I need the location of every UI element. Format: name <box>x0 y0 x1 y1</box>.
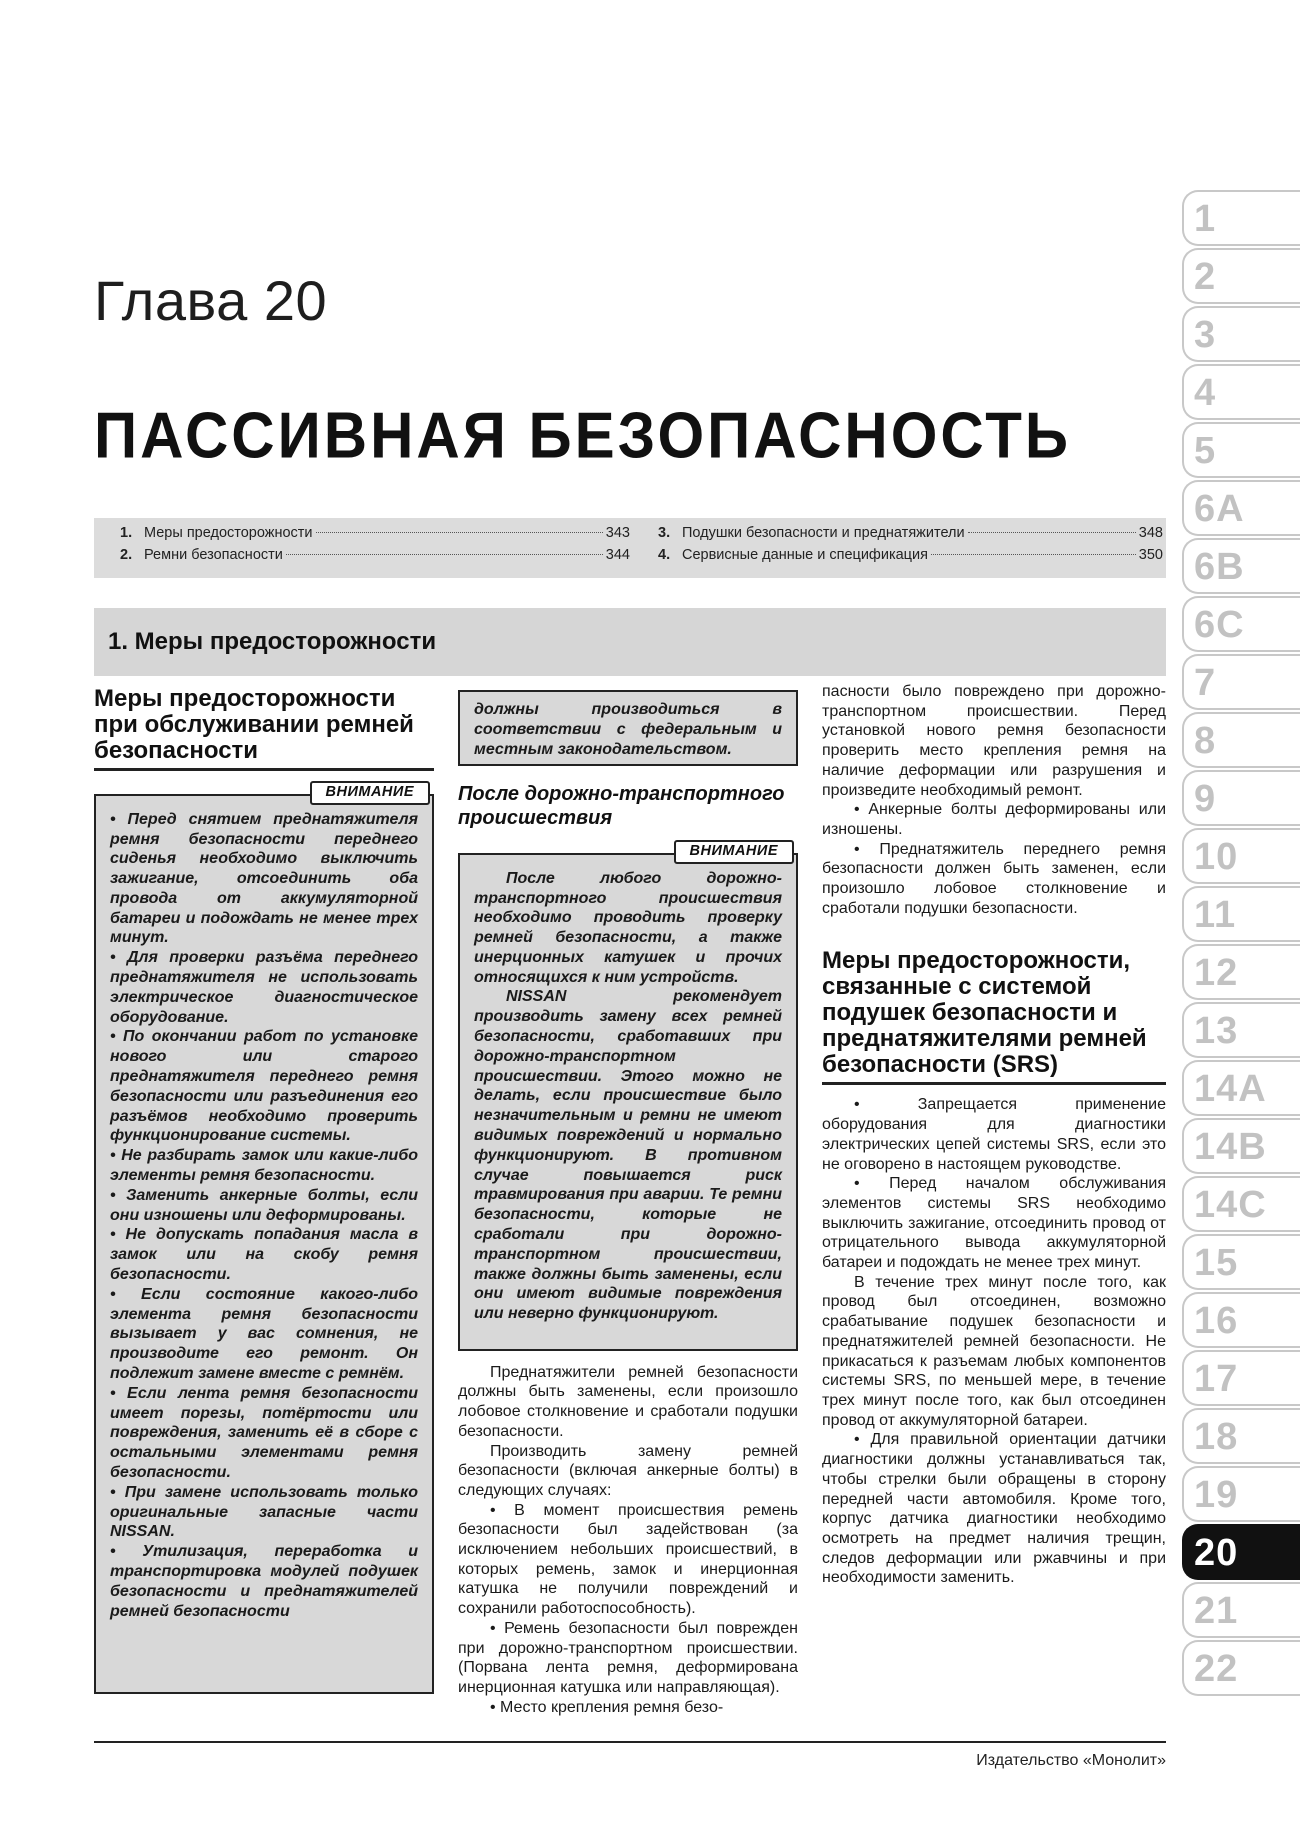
subsection-heading: После дорожно-транспортного происшествия <box>458 783 785 829</box>
warning-item: • Утилизация, переработка и транспортировка модулей подушек безопасности и преднатяжителей ремней безопасности <box>110 1543 418 1620</box>
heading-rule <box>94 768 434 771</box>
chapter-tab[interactable] <box>1182 538 1300 594</box>
chapter-title: ПАССИВНАЯ БЕЗОПАСНОСТЬ <box>94 399 1072 472</box>
toc-leader <box>316 532 603 533</box>
chapter-tab[interactable] <box>1182 1408 1300 1464</box>
chapter-tab[interactable] <box>1182 828 1300 884</box>
section-header <box>94 608 1166 676</box>
toc-number: 2. <box>120 547 133 563</box>
chapter-tab[interactable] <box>1182 1582 1300 1638</box>
warning-badge: ВНИМАНИЕ <box>674 840 795 864</box>
chapter-tab[interactable] <box>1182 1118 1300 1174</box>
body-paragraph: Преднатяжители ремней безопасности должны быть заменены, если произошло лобовое столкновение и сработали подушки безопасности. <box>458 1363 798 1440</box>
chapter-tab[interactable] <box>1182 1234 1300 1290</box>
toc-title: Ремни безопасности <box>144 547 283 563</box>
toc-item[interactable] <box>658 525 1163 541</box>
chapter-tab-label: 7 <box>1194 662 1217 704</box>
body-paragraph: В течение трех минут после того, как провод был отсоединен, возможно срабатывание подушек безопасности и преднатяжителей ремней безопасности. Не прикасаться к разъемам любых компонентов системы SRS, по меньшей мере, в течение трех минут после того, как был отсоединен провод от аккумуляторной батареи. <box>822 1273 1166 1429</box>
warning-box-continued <box>458 690 798 766</box>
toc-page: 348 <box>1138 525 1163 541</box>
chapter-tab-label: 3 <box>1194 314 1217 356</box>
toc-title: Сервисные данные и спецификация <box>682 547 928 563</box>
chapter-tab[interactable] <box>1182 654 1300 710</box>
chapter-tab-label: 5 <box>1194 430 1217 472</box>
chapter-tab-label: 19 <box>1194 1474 1239 1516</box>
toc-title: Меры предосторожности <box>144 525 313 541</box>
heading-rule <box>822 1082 1166 1085</box>
warning-item: • Для проверки разъёма переднего преднатяжителя не использовать электрическое диагностическое оборудование. <box>110 949 418 1026</box>
toc-item[interactable] <box>120 547 630 563</box>
column-right <box>822 682 1166 1588</box>
chapter-tab[interactable] <box>1182 1176 1300 1232</box>
chapter-tab-label: 21 <box>1194 1590 1239 1632</box>
warning-item: • Если лента ремня безопасности имеет порезы, потёртости или повреждения, заменить её в сборе с остальными элементами ремня безопасности. <box>110 1384 418 1481</box>
body-paragraph: Производить замену ремней безопасности (включая анкерные болты) в следующих случаях: <box>458 1442 798 1499</box>
column-left <box>94 686 434 1694</box>
body-paragraph: • Перед началом обслуживания элементов системы SRS необходимо выключить зажигание, отсоединить провод от отрицательного вывода аккумуляторной батареи и подождать не менее трех минут. <box>822 1175 1166 1272</box>
chapter-tab[interactable] <box>1182 1350 1300 1406</box>
chapter-tab[interactable] <box>1182 886 1300 942</box>
chapter-tab-label: 13 <box>1194 1010 1239 1052</box>
subsection-heading: Меры предосторожности, связанные с системой подушек безопасности и преднатяжителями ремней безопасности (SRS) <box>822 947 1147 1079</box>
chapter-tab-label: 6B <box>1194 546 1245 588</box>
chapter-tab-label: 14A <box>1194 1068 1267 1110</box>
body-paragraph: • Для правильной ориентации датчики диагностики должны устанавливаться так, чтобы стрелки были обращены в сторону передней части автомобиля. Кроме того, корпус датчика диагностики необходимо осмотреть на предмет наличия трещин, следов деформации или ржавчины и при необходимости заменить. <box>822 1431 1166 1587</box>
warning-item: должны производиться в соответствии с федеральным и местным законодательством. <box>474 701 782 758</box>
chapter-tab-label: 6A <box>1194 488 1245 530</box>
body-paragraph: пасности было повреждено при дорожно-транспортном происшествии. Перед установкой нового ремня безопасности проверить место крепления ремня на наличие деформации или разрушения и произведите необходимый ремонт. <box>822 683 1166 799</box>
toc-number: 3. <box>658 525 671 541</box>
chapter-tab[interactable] <box>1182 596 1300 652</box>
chapter-tab[interactable] <box>1182 1060 1300 1116</box>
chapter-tab[interactable] <box>1182 1466 1300 1522</box>
toc-page: 350 <box>1138 547 1163 563</box>
toc-item[interactable] <box>658 547 1163 563</box>
toc-leader <box>968 532 1136 533</box>
toc-number: 4. <box>658 547 671 563</box>
toc-number: 1. <box>120 525 133 541</box>
chapter-tab[interactable] <box>1182 944 1300 1000</box>
chapter-tab-label: 12 <box>1194 952 1239 994</box>
body-paragraph: • Запрещается применение оборудования для диагностики электрических цепей системы SRS, если это не оговорено в настоящем руководстве. <box>822 1096 1166 1173</box>
chapter-tab[interactable] <box>1182 1292 1300 1348</box>
chapter-tab[interactable] <box>1182 480 1300 536</box>
chapter-tab[interactable] <box>1182 712 1300 768</box>
chapter-tab[interactable] <box>1182 1002 1300 1058</box>
chapter-tab[interactable] <box>1182 364 1300 420</box>
warning-item: • При замене использовать только оригинальные запасные части NISSAN. <box>110 1483 418 1541</box>
body-paragraph: • В момент происшествия ремень безопасности был задействован (за исключением небольших происшествий, в которых ремень, замок и инерционная катушка не получили повреждений и сохранили работоспособность). <box>458 1501 798 1618</box>
chapter-tab[interactable] <box>1182 1640 1300 1696</box>
chapter-tab[interactable] <box>1182 190 1300 246</box>
chapter-tab-label: 20 <box>1194 1532 1239 1574</box>
publisher-credit: Издательство «Монолит» <box>976 1752 1166 1769</box>
chapter-tab-label: 18 <box>1194 1416 1239 1458</box>
body-paragraph: • Анкерные болты деформированы или изношены. <box>822 801 1166 838</box>
body-paragraph: • Место крепления ремня безо- <box>490 1698 724 1716</box>
chapter-tab-label: 6C <box>1194 604 1245 646</box>
chapter-tab[interactable] <box>1182 248 1300 304</box>
table-of-contents <box>94 518 1166 578</box>
footer-rule <box>94 1741 1166 1743</box>
section-title: 1. Меры предосторожности <box>108 628 437 655</box>
chapter-tab-label: 1 <box>1194 198 1217 240</box>
warning-box <box>458 853 798 1351</box>
chapter-tab[interactable] <box>1182 770 1300 826</box>
chapter-tab-label: 15 <box>1194 1242 1239 1284</box>
warning-item: • Не разбирать замок или какие-либо элементы ремня безопасности. <box>110 1147 418 1185</box>
chapter-tab-label: 4 <box>1194 372 1217 414</box>
toc-page: 344 <box>605 547 630 563</box>
toc-page: 343 <box>605 525 630 541</box>
subsection-heading: Меры предосторожности при обслуживании ремней безопасности <box>94 685 414 764</box>
warning-item: • Не допускать попадания масла в замок или на скобу ремня безопасности. <box>110 1226 418 1284</box>
chapter-tab-label: 8 <box>1194 720 1217 762</box>
chapter-number: Глава 20 <box>94 269 328 332</box>
chapter-tab-active[interactable] <box>1182 1524 1300 1580</box>
chapter-tab-label: 2 <box>1194 256 1217 298</box>
chapter-tab-label: 9 <box>1194 778 1217 820</box>
warning-item: • Заменить анкерные болты, если они изношены или деформированы. <box>110 1186 418 1224</box>
body-paragraph: • Преднатяжитель переднего ремня безопасности должен быть заменен, если произошло лобовое столкновение и сработали подушки безопасности. <box>822 840 1166 917</box>
warning-item: NISSAN рекомендует производить замену всех ремней безопасности, сработавших при дорожно-транспортном происшествии. Этого можно не делать, если происшествие было незначительным и ремни не имеют видимых повреждений и нормально функционируют. В противном случае повышается риск травмирования при аварии. Те ремни безопасности, которые не сработали при дорожно-транспортном происшествии, также должны быть заменены, если они имеют видимые повреждения или неверно функционируют. <box>474 988 782 1323</box>
warning-item: • Перед снятием преднатяжителя ремня безопасности переднего сиденья необходимо выключить зажигание, отсоединить оба провода от аккумуляторной батареи и подождать не менее трех минут. <box>110 810 418 947</box>
chapter-tab-label: 22 <box>1194 1648 1239 1690</box>
chapter-tab-label: 11 <box>1194 894 1237 936</box>
warning-box <box>94 794 434 1694</box>
chapter-tab[interactable] <box>1182 422 1300 478</box>
warning-badge: ВНИМАНИЕ <box>310 781 431 805</box>
toc-leader <box>286 554 603 555</box>
chapter-tab-label: 14B <box>1194 1126 1267 1168</box>
body-paragraph: • Ремень безопасности был поврежден при дорожно-транспортном происшествии. (Порвана лента ремня, деформирована инерционная катушка или направляющая). <box>458 1619 798 1696</box>
warning-item: После любого дорожно-транспортного происшествия необходимо проводить проверку ремней безопасности, а также инерционных катушек и прочих относящихся к ним устройств. <box>474 869 782 986</box>
warning-item: • Если состояние какого-либо элемента ремня безопасности вызывает у вас сомнения, не производите его ремонт. Он подлежит замене вместе с ремнём. <box>110 1285 418 1383</box>
warning-item: • По окончании работ по установке нового или старого преднатяжителя переднего ремня безопасности или разъединения его разъёмов необходимо проверить функционирование системы. <box>110 1028 418 1145</box>
toc-leader <box>931 554 1136 555</box>
chapter-tab[interactable] <box>1182 306 1300 362</box>
column-middle <box>458 690 798 1717</box>
chapter-tab-label: 14C <box>1194 1184 1267 1226</box>
toc-item[interactable] <box>120 525 630 541</box>
toc-title: Подушки безопасности и преднатяжители <box>682 525 965 541</box>
chapter-tab-label: 16 <box>1194 1300 1239 1342</box>
chapter-tab-label: 10 <box>1194 836 1239 878</box>
chapter-tab-label: 17 <box>1194 1358 1239 1400</box>
